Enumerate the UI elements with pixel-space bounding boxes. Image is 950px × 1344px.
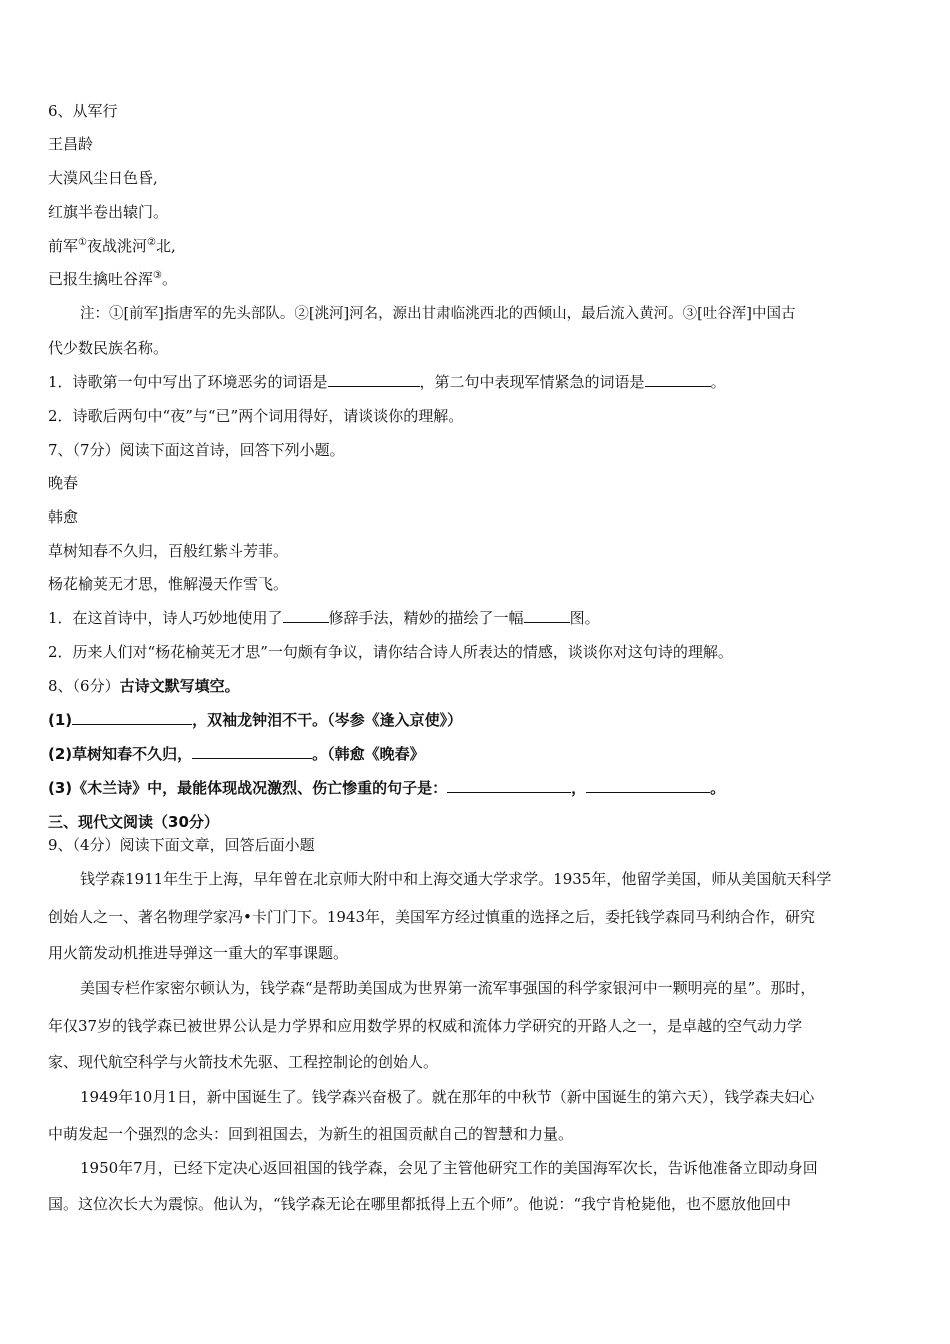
q8-heading-title: 古诗文默写填空。: [119, 677, 240, 695]
q6-heading: 6、从军行: [48, 102, 118, 120]
q9-paragraph-3-line-1: 1949年10月1日，新中国诞生了。钱学森兴奋极了。就在那年的中秋节（新中国诞生的第六天），钱学森夫妇心: [80, 1088, 815, 1106]
q9-paragraph-1-line-3: 用火箭发动机推进导弹这一重大的军事课题。: [48, 944, 349, 962]
q9-paragraph-2-line-1: 美国专栏作家密尔顿认为，钱学森“是帮助美国成为世界第一流军事强国的科学家银河中一颗明亮的星”。那时，: [80, 979, 816, 997]
q6-author: 王昌龄: [48, 135, 94, 153]
q8-item-3: [48, 777, 910, 799]
q6-line4-part-b: 。: [161, 270, 177, 288]
q8-item3-text-b: ，: [571, 779, 587, 797]
answer-blank[interactable]: [586, 778, 710, 793]
q9-paragraph-1-line-2: 创始人之一、著名物理学家冯•卡门门下。1943年，美国军方经过慎重的选择之后，委托钱学森同马利纳合作，研究: [48, 908, 816, 926]
q6-footnote-marker-3: ③: [153, 270, 162, 281]
q7-author: 韩愈: [48, 508, 79, 526]
q7-subquestion-2: 2．历来人们对“杨花榆荚无才思”一句颇有争议，请你结合诗人所表达的情感，谈谈你对这句诗的理解。: [48, 643, 733, 661]
q8-item3-text-c: 。: [710, 779, 726, 797]
q9-paragraph-1-line-1: 钱学森1911年生于上海，早年曾在北京师大附中和上海交通大学求学。1935年，他留学美国，师从美国航天科学: [80, 870, 832, 888]
q6-line3-part-b: 夜战洮河: [86, 237, 147, 255]
q6-sub1-text-a: 1．诗歌第一句中写出了环境恶劣的词语是: [48, 373, 328, 391]
q6-footnote-marker-2: ②: [147, 237, 156, 248]
q9-paragraph-4-line-1: 1950年7月，已经下定决心返回祖国的钱学森，会见了主管他研究工作的美国海军次长，告诉他准备立即动身回: [80, 1159, 818, 1177]
q9-paragraph-3-line-2: 中萌发起一个强烈的念头：回到祖国去，为新生的祖国贡献自己的智慧和力量。: [48, 1125, 574, 1143]
q9-paragraph-4-line-2: 国。这位次长大为震惊。他认为，“钱学森无论在哪里都抵得上五个师”。他说：“我宁肯枪毙他，也不愿放他回中: [48, 1195, 792, 1213]
q8-heading: [48, 675, 910, 697]
q7-poem-title: 晚春: [48, 474, 79, 492]
q7-heading: 7、（7分）阅读下面这首诗，回答下列小题。: [48, 441, 345, 459]
q8-heading-number: 8、（6分）: [48, 677, 120, 695]
q8-item2-text-b: 。（韩愈《晚春》: [312, 745, 425, 763]
q7-subquestion-1: [48, 607, 910, 629]
q6-note-line-1: 注：①[前军]指唐军的先头部队。②[洮河]河名，源出甘肃临洮西北的西倾山，最后流入黄河。③[吐谷浑]中国古: [80, 306, 796, 322]
q6-footnote-marker-1: ①: [78, 237, 87, 248]
q6-sub1-text-c: 。: [710, 373, 726, 391]
q6-poem-line-2: 红旗半卷出辕门。: [48, 203, 169, 221]
q6-line4-part-a: 已报生擒吐谷浑: [48, 270, 154, 288]
q6-line3-part-a: 前军: [48, 237, 79, 255]
q6-poem-line-1: 大漠风尘日色昏,: [48, 169, 158, 187]
q7-sub1-text-c: 图。: [569, 609, 600, 627]
answer-blank[interactable]: [447, 778, 571, 793]
q8-item3-text-a: (3)《木兰诗》中，最能体现战况激烈、伤亡惨重的句子是：: [48, 779, 448, 797]
q7-poem-line-1: 草树知春不久归，百般红紫斗芳菲。: [48, 542, 289, 560]
q6-note-line-2: 代少数民族名称。: [48, 339, 169, 357]
q6-poem-line-3: [48, 235, 910, 257]
q9-paragraph-2-line-3: 家、现代航空科学与火箭技术先驱、工程控制论的创始人。: [48, 1053, 439, 1071]
q6-subquestion-1: [48, 371, 910, 393]
answer-blank[interactable]: [524, 608, 570, 623]
answer-blank[interactable]: [283, 608, 329, 623]
q7-sub1-text-a: 1．在这首诗中，诗人巧妙地使用了: [48, 609, 283, 627]
q6-sub1-text-b: ，第二句中表现军情紧急的词语是: [419, 373, 645, 391]
q7-sub1-text-b: 修辞手法，精妙的描绘了一幅: [328, 609, 524, 627]
answer-blank[interactable]: [645, 372, 711, 387]
q7-poem-line-2: 杨花榆荚无才思，惟解漫天作雪飞。: [48, 575, 289, 593]
q9-paragraph-2-line-2: 年仅37岁的钱学森已被世界公认是力学界和应用数学界的权威和流体力学研究的开路人之一，是卓越的空气动力学: [48, 1017, 803, 1035]
q6-subquestion-2: 2．诗歌后两句中“夜”与“已”两个词用得好，请谈谈你的理解。: [48, 407, 464, 425]
answer-blank[interactable]: [192, 744, 312, 759]
q6-poem-line-4: [48, 268, 910, 290]
answer-blank[interactable]: [328, 372, 420, 387]
q8-item-2: [48, 743, 910, 765]
q8-item1-number: (1): [48, 711, 73, 729]
answer-blank[interactable]: [72, 710, 192, 725]
q9-heading: 9、（4分）阅读下面文章，回答后面小题: [48, 836, 315, 854]
section-heading: 三、现代文阅读（30分）: [48, 813, 219, 831]
q6-line3-part-c: 北,: [155, 237, 176, 255]
q8-item2-text-a: (2)草树知春不久归，: [48, 745, 193, 763]
q8-item-1: [48, 709, 910, 731]
q8-item1-text: ，双袖龙钟泪不干。（岑参《逢入京使》）: [192, 711, 463, 729]
